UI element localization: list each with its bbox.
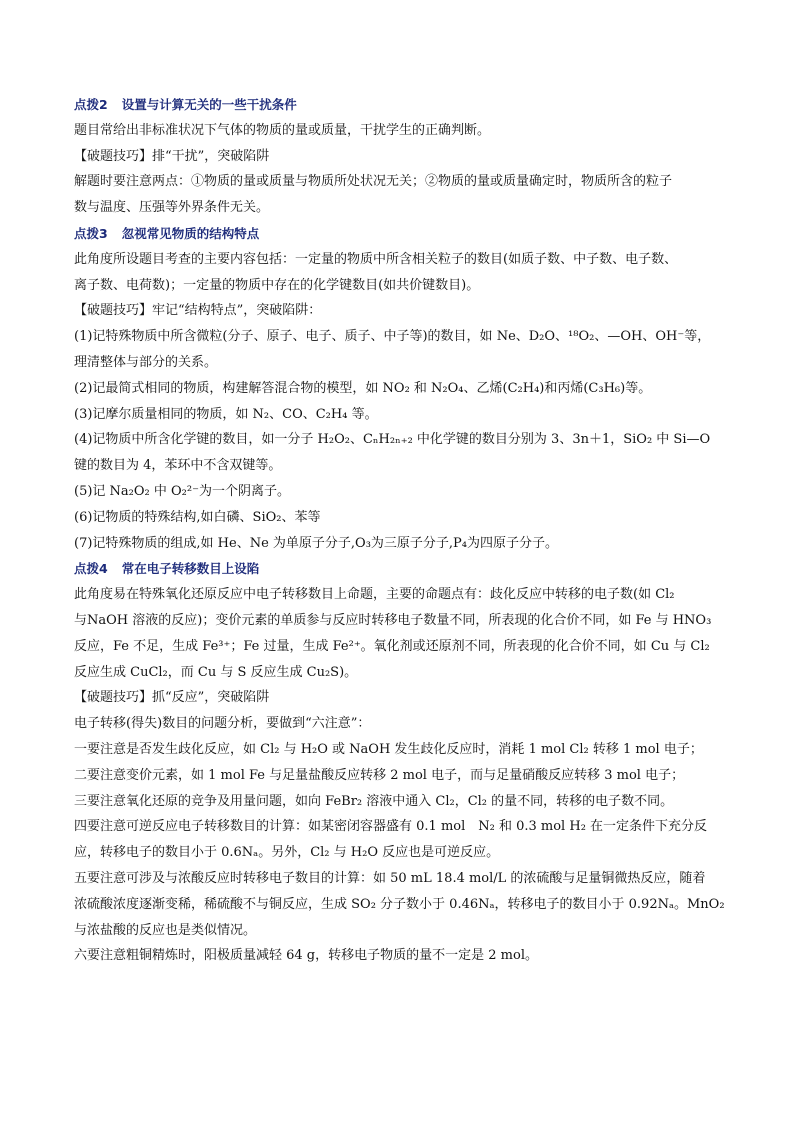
list-item: 三要注意氧化还原的竞争及用量问题，如向 FeBr₂ 溶液中通入 Cl₂，Cl₂ 的量不同，转移的电子数不同。 <box>74 793 674 809</box>
list-item: (2)记最简式相同的物质，构建解答混合物的模型，如 NO₂ 和 N₂O₄、乙烯(C₂H₄)和丙烯(C₃H₆)等。 <box>74 380 652 396</box>
paragraph-line: 反应，Fe 不足，生成 Fe³⁺；Fe 过量，生成 Fe²⁺。氧化剂或还原剂不同，所表现的化合价不同，如 Cu 与 Cl₂ <box>74 638 710 654</box>
paragraph-line: 解题时要注意两点：①物质的量或质量与物质所处状况无关；②物质的量或质量确定时，物质所含的粒子 <box>74 174 673 190</box>
list-item: 与浓盐酸的反应也是类似情况。 <box>74 922 257 938</box>
paragraph-line: 离子数、电荷数)；一定量的物质中存在的化学键数目(如共价键数目)。 <box>74 277 480 293</box>
paragraph-line: 此角度所设题目考查的主要内容包括：一定量的物质中所含相关粒子的数目(如质子数、中子数、电子数、 <box>74 251 678 267</box>
list-item: (1)记特殊物质中所含微粒(分子、原子、电子、质子、中子等)的数目，如 Ne、D₂O、¹⁸O₂、—OH、OH⁻等， <box>74 329 711 345</box>
list-item: 六要注意粗铜精炼时，阳极质量减轻 64 g，转移电子物质的量不一定是 2 mol。 <box>74 948 538 964</box>
list-item: 理清整体与部分的关系。 <box>74 354 218 370</box>
list-item: (5)记 Na₂O₂ 中 O₂²⁻为一个阴离子。 <box>74 483 290 499</box>
paragraph-line: 电子转移(得失)数目的问题分析，要做到“六注意”： <box>74 716 371 732</box>
list-item: 一要注意是否发生歧化反应，如 Cl₂ 与 H₂O 或 NaOH 发生歧化反应时，消耗 1 mol Cl₂ 转移 1 mol 电子； <box>74 741 703 757</box>
list-item: 二要注意变价元素，如 1 mol Fe 与足量盐酸反应转移 2 mol 电子，而与足量硝酸反应转移 3 mol 电子； <box>74 767 685 783</box>
list-item: 浓硫酸浓度逐渐变稀，稀硫酸不与铜反应，生成 SO₂ 分子数小于 0.46Nₐ，转移电子的数目小于 0.92Nₐ。MnO₂ <box>74 896 725 912</box>
section-heading: 点拨4 常在电子转移数目上设陷 <box>74 561 260 577</box>
list-item: 五要注意可涉及与浓酸反应时转移电子数目的计算：如 50 mL 18.4 mol/L 的浓硫酸与足量铜微热反应，随着 <box>74 870 706 886</box>
paragraph-line: 与NaOH 溶液的反应)；变价元素的单质参与反应时转移电子数量不同，所表现的化合价不同，如 Fe 与 HNO₃ <box>74 612 712 628</box>
list-item: (3)记摩尔质量相同的物质，如 N₂、CO、C₂H₄ 等。 <box>74 406 378 422</box>
list-item: 四要注意可逆反应电子转移数目的计算：如某密闭容器盛有 0.1 mol N₂ 和 0.3 mol H₂ 在一定条件下充分反 <box>74 819 708 835</box>
list-item: (6)记物质的特殊结构,如白磷、SiO₂、苯等 <box>74 509 321 525</box>
tip-line: 【破题技巧】抓“反应”，突破陷阱 <box>74 690 270 706</box>
document-body <box>74 92 728 969</box>
paragraph-line: 题目常给出非标准状况下气体的物质的量或质量，干扰学生的正确判断。 <box>74 122 491 138</box>
section-heading: 点拨3 忽视常见物质的结构特点 <box>74 225 260 241</box>
tip-line: 【破题技巧】牢记“结构特点”，突破陷阱： <box>74 303 322 319</box>
list-item: (7)记特殊物质的组成,如 He、Ne 为单原子分子,O₃为三原子分子,P₄为四原子分子。 <box>74 535 559 551</box>
list-item: 键的数目为 4，苯环中不含双键等。 <box>74 458 282 474</box>
paragraph-line: 此角度易在特殊氧化还原反应中电子转移数目上命题，主要的命题点有：歧化反应中转移的电子数(如 Cl₂ <box>74 587 675 603</box>
section-heading: 点拨2 设置与计算无关的一些干扰条件 <box>74 97 297 112</box>
list-item: 应，转移电子的数目小于 0.6Nₐ。另外，Cl₂ 与 H₂O 反应也是可逆反应。 <box>74 845 500 861</box>
paragraph-line: 数与温度、压强等外界条件无关。 <box>74 200 270 216</box>
tip-line: 【破题技巧】排“干扰”，突破陷阱 <box>74 148 270 164</box>
paragraph-line: 反应生成 CuCl₂，而 Cu 与 S 反应生成 Cu₂S)。 <box>74 664 358 680</box>
list-item: (4)记物质中所含化学键的数目，如一分子 H₂O₂、CₙH₂ₙ₊₂ 中化学键的数目分别为 3、3n＋1，SiO₂ 中 Si—O <box>74 432 711 448</box>
